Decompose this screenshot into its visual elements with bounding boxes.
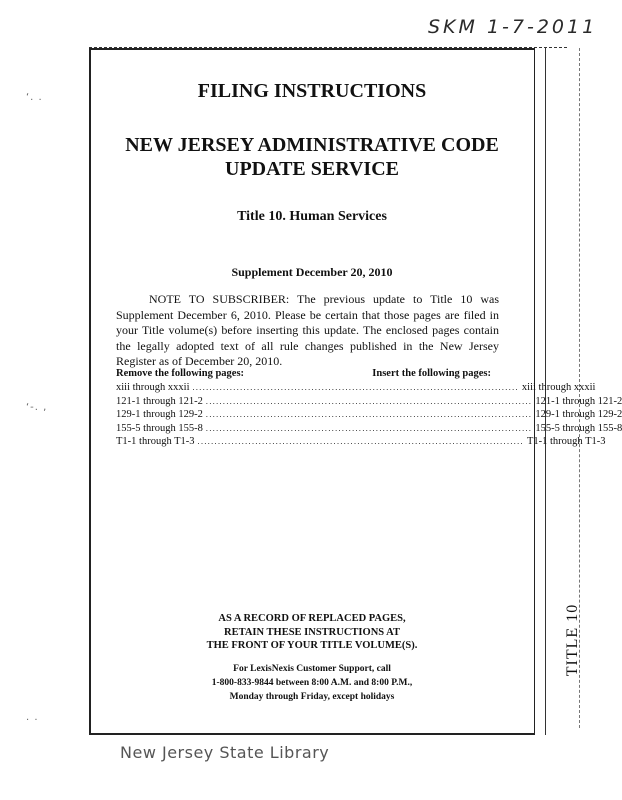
table-row <box>116 395 622 410</box>
subtitle-line: UPDATE SERVICE <box>225 158 399 180</box>
leader-dots: ................................................................................................ <box>205 396 533 406</box>
library-stamp: New Jersey State Library <box>120 743 330 762</box>
customer-support-info <box>89 662 535 704</box>
subscriber-note: NOTE TO SUBSCRIBER: The previous update to Title 10 was Supplement December 6, 2010. Please be certain that those pages are filed in your Title volume(s) before inserting this update. The enclosed pages contain the legally adopted text of all rule changes published in the New Jersey Register as of December 20, 2010. <box>116 292 499 368</box>
table-row <box>116 422 622 437</box>
margin-scan-mark: . . <box>26 712 39 723</box>
subtitle-line: NEW JERSEY ADMINISTRATIVE CODE <box>125 134 499 156</box>
margin-scan-mark: ‘. . <box>26 92 43 103</box>
document-title: FILING INSTRUCTIONS <box>197 80 427 102</box>
table-row <box>116 409 622 423</box>
record-line: AS A RECORD OF REPLACED PAGES, <box>218 613 406 624</box>
record-line: RETAIN THESE INSTRUCTIONS AT <box>224 626 400 638</box>
support-line: For LexisNexis Customer Support, call <box>233 664 391 674</box>
margin-scan-mark: ‘-. , <box>26 402 48 413</box>
support-line: Monday through Friday, except holidays <box>229 692 395 702</box>
remove-pages: T1-1 through T1-3 <box>116 436 195 448</box>
leader-dots: ................................................................................................ <box>205 410 533 420</box>
pages-table <box>116 368 622 450</box>
support-line: 1-800-833-9844 between 8:00 A.M. and 8:00 P.M., <box>211 678 413 688</box>
title-section: Title 10. Human Services <box>237 209 387 224</box>
remove-pages: 129-1 through 129-2 <box>116 409 203 421</box>
table-row <box>116 436 606 450</box>
pages-table-header <box>116 368 491 382</box>
document-subtitle <box>89 133 535 181</box>
insert-pages: T1-1 through T1-3 <box>526 436 606 448</box>
insert-pages: 129-1 through 129-2 <box>535 409 622 421</box>
handwritten-date-note: SKM 1-7-2011 <box>428 16 598 38</box>
insert-header: Insert the following pages: <box>372 368 491 379</box>
record-line: THE FRONT OF YOUR TITLE VOLUME(S). <box>206 640 418 651</box>
supplement-date: Supplement December 20, 2010 <box>231 265 393 279</box>
remove-pages: 121-1 through 121-2 <box>116 395 203 407</box>
insert-pages: 155-5 through 155-8 <box>535 422 622 434</box>
leader-dots: ................................................................................................ <box>192 383 519 392</box>
table-row <box>116 382 596 396</box>
leader-dots: ................................................................................................ <box>205 423 533 433</box>
remove-pages: xiii through xxxii <box>116 382 190 393</box>
remove-pages: 155-5 through 155-8 <box>116 422 203 434</box>
leader-dots: ................................................................................................ <box>197 437 524 447</box>
title-side-tab: TITLE 10 <box>564 603 581 677</box>
top-dashed-line <box>89 47 567 48</box>
remove-header: Remove the following pages: <box>116 368 245 379</box>
insert-pages: xiii through xxxii <box>521 382 596 393</box>
record-instructions <box>89 612 535 653</box>
insert-pages: 121-1 through 121-2 <box>535 395 622 407</box>
